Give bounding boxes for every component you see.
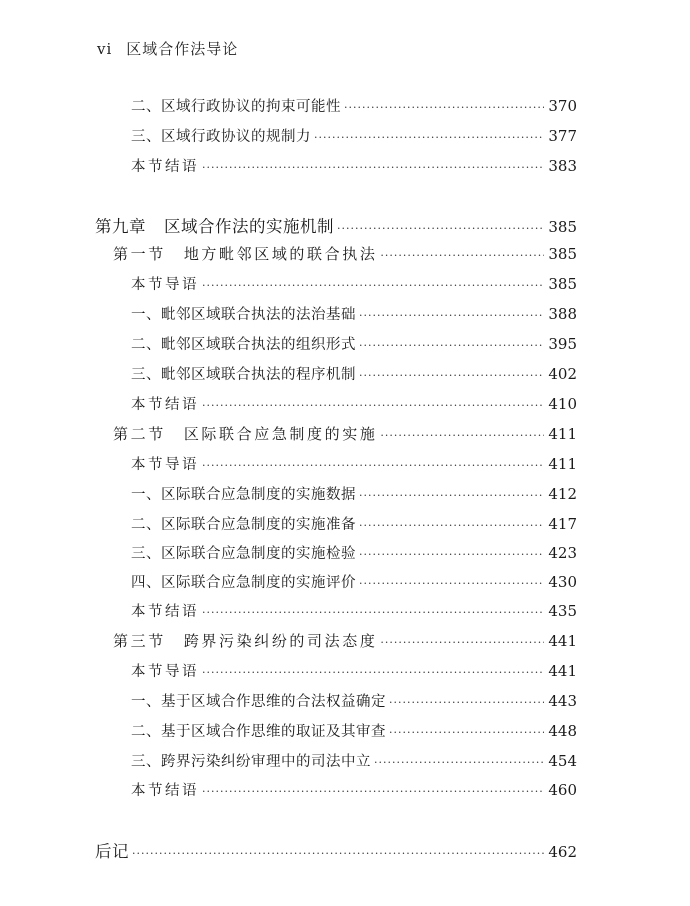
toc-entry-title: 二、区域行政协议的拘束可能性 <box>131 99 341 115</box>
toc-leader-dots <box>202 786 544 797</box>
toc-chapter-entry[interactable] <box>95 213 577 237</box>
toc-section-entry[interactable] <box>113 630 577 651</box>
toc-section-label: 第一节 <box>113 245 166 263</box>
toc-entry[interactable] <box>131 125 577 146</box>
toc-entry-page: 441 <box>548 632 577 650</box>
toc-entry-page: 370 <box>548 97 577 115</box>
toc-entry[interactable] <box>131 155 577 176</box>
toc-entry[interactable] <box>131 393 577 414</box>
toc-entry[interactable] <box>131 95 577 116</box>
toc-leader-dots <box>202 162 544 173</box>
toc-entry-page: 388 <box>548 305 577 323</box>
toc-leader-dots <box>389 697 544 708</box>
toc-leader-dots <box>389 727 544 738</box>
toc-afterword-title: 后记 <box>95 842 129 861</box>
toc-entry-page: 377 <box>548 127 577 145</box>
toc-afterword-entry[interactable] <box>95 838 577 862</box>
running-header <box>97 38 238 59</box>
toc-chapter-name: 区域合作法的实施机制 <box>164 217 334 236</box>
toc-leader-dots <box>202 280 544 291</box>
toc-entry[interactable] <box>131 363 577 384</box>
toc-leader-dots <box>202 607 544 618</box>
toc-section-title <box>113 243 377 264</box>
toc-entry-page: 441 <box>548 662 577 680</box>
toc-leader-dots <box>132 848 544 859</box>
toc-entry-title: 一、毗邻区域联合执法的法治基础 <box>131 307 356 323</box>
toc-leader-dots <box>359 370 544 381</box>
toc-entry-title: 三、区域行政协议的规制力 <box>131 129 311 145</box>
header-book-title: 区域合作法导论 <box>126 40 239 58</box>
toc-section-title <box>113 423 377 444</box>
toc-entry-title: 四、区际联合应急制度的实施评价 <box>131 575 356 591</box>
toc-entry-title: 本节结语 <box>131 159 199 175</box>
toc-entry-page: 443 <box>548 692 577 710</box>
toc-entry[interactable] <box>131 542 577 563</box>
toc-entry[interactable] <box>131 660 577 681</box>
toc-entry-title: 二、基于区域合作思维的取证及其审查 <box>131 724 386 740</box>
toc-entry-page: 411 <box>548 455 577 473</box>
toc-entry[interactable] <box>131 750 577 771</box>
toc-entry-title: 二、区际联合应急制度的实施准备 <box>131 517 356 533</box>
toc-entry[interactable] <box>131 720 577 741</box>
toc-entry[interactable] <box>131 779 577 800</box>
toc-entry-page: 412 <box>548 485 577 503</box>
toc-leader-dots <box>202 460 544 471</box>
toc-entry-title: 本节导语 <box>131 664 199 680</box>
toc-entry-page: 448 <box>548 722 577 740</box>
toc-section-name: 跨界污染纠纷的司法态度 <box>183 632 378 650</box>
toc-entry-title: 本节结语 <box>131 397 199 413</box>
toc-section-entry[interactable] <box>113 423 577 444</box>
toc-entry-title: 一、区际联合应急制度的实施数据 <box>131 487 356 503</box>
toc-leader-dots <box>359 310 544 321</box>
toc-entry-title: 一、基于区域合作思维的合法权益确定 <box>131 694 386 710</box>
header-page-number: vi <box>97 40 113 58</box>
toc-section-name: 地方毗邻区域的联合执法 <box>183 245 378 263</box>
toc-entry-title: 三、区际联合应急制度的实施检验 <box>131 546 356 562</box>
toc-entry-page: 410 <box>548 395 577 413</box>
toc-entry-page: 402 <box>548 365 577 383</box>
toc-entry-title: 三、跨界污染纠纷审理中的司法中立 <box>131 754 371 770</box>
toc-entry-page: 385 <box>548 275 577 293</box>
toc-entry-page: 417 <box>548 515 577 533</box>
toc-chapter-title <box>95 213 334 237</box>
toc-leader-dots <box>359 490 544 501</box>
toc-entry-title: 本节结语 <box>131 604 199 620</box>
toc-leader-dots <box>314 132 544 143</box>
toc-section-title <box>113 630 377 651</box>
toc-leader-dots <box>359 520 544 531</box>
toc-chapter-label: 第九章 <box>95 217 146 236</box>
toc-entry[interactable] <box>131 483 577 504</box>
toc-leader-dots <box>380 430 544 441</box>
toc-entry[interactable] <box>131 273 577 294</box>
toc-section-entry[interactable] <box>113 243 577 264</box>
toc-entry-title: 本节导语 <box>131 277 199 293</box>
toc-entry-page: 383 <box>548 157 577 175</box>
toc-entry-page: 454 <box>548 752 577 770</box>
toc-entry-page: 411 <box>548 425 577 443</box>
toc-entry[interactable] <box>131 453 577 474</box>
toc-leader-dots <box>380 637 544 648</box>
toc-entry-page: 395 <box>548 335 577 353</box>
toc-entry-page: 430 <box>548 573 577 591</box>
toc-leader-dots <box>202 667 544 678</box>
toc-entry[interactable] <box>131 513 577 534</box>
toc-entry-title: 二、毗邻区域联合执法的组织形式 <box>131 337 356 353</box>
toc-entry[interactable] <box>131 690 577 711</box>
toc-entry-title: 三、毗邻区域联合执法的程序机制 <box>131 367 356 383</box>
toc-entry-page: 462 <box>548 843 577 861</box>
toc-leader-dots <box>359 340 544 351</box>
toc-leader-dots <box>337 223 544 234</box>
toc-entry[interactable] <box>131 333 577 354</box>
toc-entry-title: 本节导语 <box>131 457 199 473</box>
toc-section-label: 第三节 <box>113 632 166 650</box>
toc-section-label: 第二节 <box>113 425 166 443</box>
toc-entry-page: 385 <box>548 218 577 236</box>
toc-entry-page: 460 <box>548 781 577 799</box>
toc-entry-page: 385 <box>548 245 577 263</box>
toc-leader-dots <box>202 400 544 411</box>
toc-entry[interactable] <box>131 600 577 621</box>
toc-leader-dots <box>380 250 544 261</box>
toc-leader-dots <box>344 102 544 113</box>
toc-leader-dots <box>359 549 544 560</box>
toc-section-name: 区际联合应急制度的实施 <box>183 425 378 443</box>
toc-entry-page: 435 <box>548 602 577 620</box>
toc-entry-page: 423 <box>548 544 577 562</box>
toc-leader-dots <box>374 757 544 768</box>
toc-entry-title: 本节结语 <box>131 783 199 799</box>
toc-entry[interactable] <box>131 303 577 324</box>
toc-leader-dots <box>359 578 544 589</box>
toc-entry[interactable] <box>131 571 577 592</box>
